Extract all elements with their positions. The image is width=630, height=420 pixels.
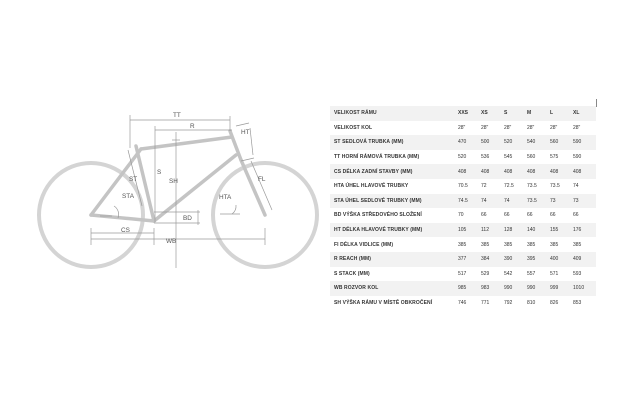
table-row: [330, 135, 596, 150]
table-cell: 536: [481, 154, 490, 161]
label-fl: FL: [258, 176, 266, 183]
table-cell: 384: [481, 252, 504, 267]
table-cell: 72: [481, 183, 487, 190]
table-cell: 128: [504, 223, 527, 238]
table-cell: 593: [573, 270, 582, 277]
table-cell: 408: [481, 164, 504, 179]
table-cell: 66: [527, 212, 533, 219]
table-cell: 999: [550, 281, 573, 296]
label-hta: HTA: [219, 194, 232, 201]
table-cell: 140: [527, 223, 550, 238]
size-header: XS: [481, 106, 504, 121]
table-cell: 155: [550, 223, 573, 238]
table-cell: 28": [550, 124, 558, 131]
table-cell: 28": [481, 124, 489, 131]
label-ht: HT: [241, 129, 250, 136]
table-row: [330, 252, 596, 267]
table-cell: 542: [504, 270, 513, 277]
table-cell: 73.5: [527, 194, 550, 209]
table-cell: 377: [458, 252, 481, 267]
table-cell: 400: [550, 252, 573, 267]
table-cell: 74.5: [458, 194, 481, 209]
row-label: S STACK (MM): [334, 270, 370, 277]
table-row: [330, 237, 596, 252]
table-cell: 70: [458, 212, 464, 219]
label-bd: BD: [183, 215, 192, 222]
table-cell: 520: [504, 135, 527, 150]
table-cell: 771: [481, 300, 490, 307]
table-cell: 66: [550, 212, 556, 219]
table-row: [330, 150, 596, 165]
table-cell: 74: [481, 194, 504, 209]
table-cell: 990: [504, 281, 527, 296]
table-cell: 390: [504, 252, 527, 267]
bike-frame: [91, 131, 265, 221]
table-cell: 385: [527, 241, 536, 248]
table-cell: 792: [504, 300, 513, 307]
table-row: [330, 267, 596, 282]
table-cell: 560: [527, 154, 536, 161]
row-label: STA ÚHEL SEDLOVÉ TRUBKY (MM): [330, 194, 458, 209]
table-cell: 408: [504, 164, 527, 179]
row-label: TT HORNÍ RÁMOVÁ TRUBKA (MM): [334, 154, 420, 161]
geometry-table: [330, 106, 596, 310]
table-cell: 28": [458, 124, 466, 131]
table-cell: 66: [481, 212, 487, 219]
label-r: R: [190, 123, 195, 130]
table-cell: 985: [458, 281, 481, 296]
table-row: [330, 208, 596, 223]
table-row: [330, 281, 596, 296]
table-cell: 395: [527, 252, 550, 267]
table-cell: 520: [458, 154, 467, 161]
row-label: FI DÉLKA VIDLICE (MM): [334, 241, 394, 248]
table-cell: 517: [458, 270, 467, 277]
table-cell: 470: [458, 135, 481, 150]
table-cell: 73.5: [527, 183, 537, 190]
row-label: ST SEDLOVÁ TRUBKA (MM): [330, 135, 458, 150]
row-label: HTA ÚHEL HLAVOVÉ TRUBKY: [334, 183, 409, 190]
table-cell: 408: [458, 164, 481, 179]
table-cell: 590: [573, 135, 596, 150]
table-cell: 385: [458, 241, 467, 248]
size-header: L: [550, 106, 573, 121]
table-cell: 408: [550, 164, 573, 179]
row-label: CS DÉLKA ZADNÍ STAVBY (MM): [330, 164, 458, 179]
table-cell: 74: [573, 183, 579, 190]
label-wb: WB: [166, 238, 177, 245]
label-tt: TT: [173, 112, 181, 119]
table-cell: 73: [550, 194, 573, 209]
table-cell: 112: [481, 223, 504, 238]
table-cell: 540: [527, 135, 550, 150]
table-row: [330, 223, 596, 238]
label-st: ST: [129, 176, 138, 183]
table-cell: 28": [573, 124, 581, 131]
label-s: S: [157, 169, 162, 176]
table-cell: 385: [573, 241, 582, 248]
table-cell: 408: [527, 164, 550, 179]
table-cell: 74: [504, 194, 527, 209]
table-cell: 385: [550, 241, 559, 248]
table-cell: 408: [573, 164, 596, 179]
table-cell: 557: [527, 270, 536, 277]
dimension-lines: [91, 115, 272, 268]
table-cell: 990: [527, 281, 550, 296]
table-cell: 810: [527, 300, 536, 307]
table-cell: 105: [458, 223, 481, 238]
row-label: BD VÝŠKA STŘEDOVÉHO SLOŽENÍ: [334, 212, 422, 219]
table-cell: 409: [573, 252, 596, 267]
row-label: HT DÉLKA HLAVOVÉ TRUBKY (MM): [330, 223, 458, 238]
table-cell: 590: [573, 154, 582, 161]
table-cell: 66: [573, 212, 579, 219]
row-label: SH VÝŠKA RÁMU V MÍSTĚ OBKROČENÍ: [334, 300, 433, 307]
row-label: WB ROZVOR KOL: [330, 281, 458, 296]
table-cell: 385: [504, 241, 513, 248]
size-header: XL: [573, 106, 596, 121]
label-sh: SH: [169, 178, 178, 185]
size-header: S: [504, 106, 527, 121]
table-cell: 500: [481, 135, 504, 150]
header-label: VELIKOST RÁMU: [330, 106, 458, 121]
table-cell: 853: [573, 300, 582, 307]
table-cell: 72.5: [504, 183, 514, 190]
label-cs: CS: [121, 227, 130, 234]
table-cell: 28": [504, 124, 512, 131]
label-sta: STA: [122, 193, 134, 200]
table-row: [330, 121, 596, 136]
table-row: [330, 179, 596, 194]
table-cell: 560: [550, 135, 573, 150]
table-cell: 73: [573, 194, 596, 209]
table-row: [330, 164, 596, 179]
table-cell: 66: [504, 212, 510, 219]
table-cell: 529: [481, 270, 490, 277]
table-cell: 571: [550, 270, 559, 277]
table-cell: 1010: [573, 281, 596, 296]
size-header: XXS: [458, 106, 481, 121]
table-row: [330, 296, 596, 311]
table-cell: 826: [550, 300, 559, 307]
row-label: R REACH (MM): [330, 252, 458, 267]
table-cell: 983: [481, 281, 504, 296]
row-label: VELIKOST KOL: [334, 124, 373, 131]
table-cell: 385: [481, 241, 490, 248]
size-header: M: [527, 106, 550, 121]
table-cell: 73.5: [550, 183, 560, 190]
table-cell: 746: [458, 300, 467, 307]
table-cell: 28": [527, 124, 535, 131]
table-cell: 545: [504, 154, 513, 161]
table-cell: 176: [573, 223, 596, 238]
table-row: [330, 194, 596, 209]
table-header-row: [330, 106, 596, 121]
scroll-indicator: [596, 99, 597, 107]
table-cell: 575: [550, 154, 559, 161]
table-cell: 70.5: [458, 183, 468, 190]
